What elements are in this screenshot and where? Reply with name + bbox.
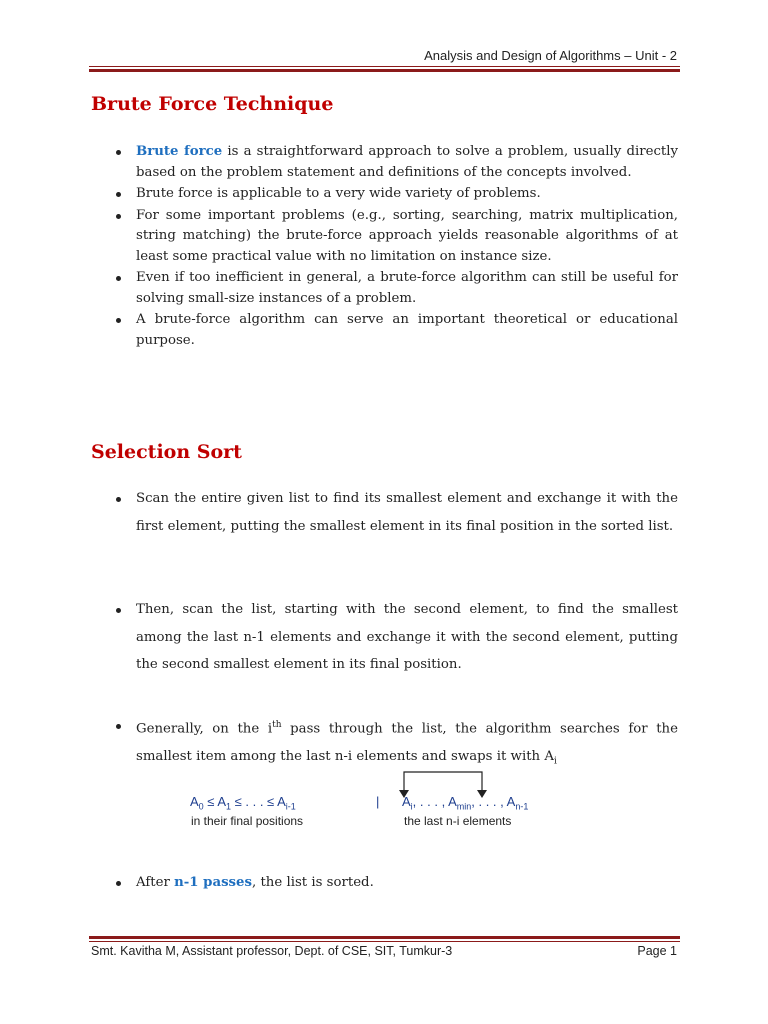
footer-rule-thin xyxy=(89,941,680,942)
sorted-part-formula xyxy=(190,794,296,812)
list-item xyxy=(112,310,678,351)
caption-last-elements: the last n-i elements xyxy=(404,814,512,828)
list-item-text: Scan the entire given list to find its smallest element and exchange it with the first element, putting the smallest element in its final position in the sorted list. xyxy=(136,491,678,534)
keyword-n-1-passes: n-1 passes xyxy=(174,875,252,890)
subscript: i xyxy=(410,801,413,812)
caption-final-positions: in their final positions xyxy=(191,814,304,828)
subscript: 1 xyxy=(226,801,232,812)
list-item-text: Brute force is applicable to a very wide variety of problems. xyxy=(136,186,541,201)
list-item-text: A brute-force algorithm can serve an important theoretical or educational purpose. xyxy=(136,312,678,348)
formula-text: ≤ . . . ≤ A xyxy=(231,794,286,809)
list-item xyxy=(112,268,678,309)
list-item-text: After xyxy=(136,875,175,890)
footer-author: Smt. Kavitha M, Assistant professor, Dept. of CSE, SIT, Tumkur-3 xyxy=(91,944,453,958)
selection-sort-list-3 xyxy=(112,712,678,776)
list-item-text: Even if too inefficient in general, a brute-force algorithm can still be useful for solving small-size instances of a problem. xyxy=(136,270,678,306)
selection-sort-list-1 xyxy=(112,485,678,540)
footer-rule-thick xyxy=(89,936,680,939)
unsorted-part-formula xyxy=(402,794,528,812)
heading-selection-sort: Selection Sort xyxy=(91,441,242,463)
list-item-text: Then, scan the list, starting with the second element, to find the smallest among the last n-1 elements and exchange it with the second element, putting the second smallest element in its final position. xyxy=(136,602,678,672)
list-item xyxy=(112,206,678,268)
header-rule-thin xyxy=(89,66,680,67)
list-item xyxy=(112,485,678,540)
list-item xyxy=(112,184,678,205)
subscript: n-1 xyxy=(515,801,529,812)
list-item xyxy=(112,596,678,679)
selection-sort-list-4 xyxy=(112,869,678,897)
formula-text: A xyxy=(190,794,199,809)
footer-page-number: Page 1 xyxy=(637,944,677,958)
list-item-text: For some important problems (e.g., sorting, searching, matrix multiplication, string matching) the brute-force approach yields reasonable algorithms of at least some practical value with no limitation on instance size. xyxy=(136,207,678,264)
subscript: min xyxy=(456,801,472,812)
list-item-text: Generally, on the i xyxy=(136,721,273,737)
formula-text: ≤ A xyxy=(203,794,226,809)
subscript: 0 xyxy=(198,801,204,812)
formula-separator: | xyxy=(376,794,380,809)
list-item xyxy=(112,869,678,897)
list-item-text: is a straightforward approach to solve a problem, usually directly based on the problem statement and definitions of the concepts involved. xyxy=(136,144,678,180)
formula-text: , . . . , A xyxy=(471,794,516,809)
formula-text: , . . . , A xyxy=(412,794,457,809)
heading-brute-force: Brute Force Technique xyxy=(91,93,334,115)
subscript: i xyxy=(553,756,557,767)
list-item-text: , the list is sorted. xyxy=(252,875,374,890)
running-header: Analysis and Design of Algorithms – Unit - 2 xyxy=(424,48,677,63)
swap-arrow-line xyxy=(404,772,482,794)
list-item-text: pass through the list, the algorithm searches for the smallest item among the last n-i elements and swaps it with A xyxy=(136,721,678,764)
header-rule-thick xyxy=(89,69,680,72)
subscript: i-1 xyxy=(285,801,296,812)
superscript: th xyxy=(272,720,282,730)
brute-force-list xyxy=(112,142,678,352)
list-item xyxy=(112,142,678,183)
selection-sort-list-2 xyxy=(112,596,678,679)
list-item xyxy=(112,712,678,776)
keyword-brute-force: Brute force xyxy=(136,144,223,159)
formula-text: A xyxy=(402,794,411,809)
